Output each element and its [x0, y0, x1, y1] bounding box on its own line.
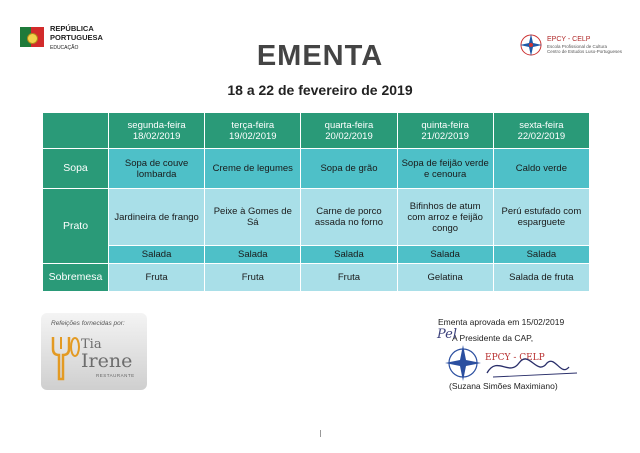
table-row-prato — [43, 189, 590, 246]
table-row-sopa — [43, 149, 590, 189]
header-corner — [43, 113, 109, 149]
school-sub-2: Centro de Estudos Luso-Portugueses — [547, 49, 623, 54]
prato-cell: Bifinhos de atum com arroz e feijão congo — [397, 189, 493, 246]
table-row-salada — [43, 246, 590, 264]
row-label-sopa: Sopa — [43, 149, 109, 189]
school-abbr: EPCY - CELP — [547, 36, 591, 43]
sobremesa-cell: Fruta — [109, 264, 205, 292]
menu-table — [42, 112, 590, 292]
prato-cell: Peixe à Gomes de Sá — [205, 189, 301, 246]
day-header-tue: terça-feira 19/02/2019 — [205, 113, 301, 149]
supplier-caption: Refeições fornecidas por: — [51, 320, 125, 327]
salada-cell: Salada — [493, 246, 589, 264]
page-title: EMENTA — [256, 40, 384, 72]
president-label: A Presidente da CAP, — [452, 333, 534, 343]
supplier-type: RESTAURANTE — [96, 373, 135, 378]
prato-cell: Carne de porco assada no forno — [301, 189, 397, 246]
supplier-name — [81, 337, 133, 372]
table-row-sobremesa — [43, 264, 590, 292]
sobremesa-cell: Fruta — [205, 264, 301, 292]
row-label-sobremesa: Sobremesa — [43, 264, 109, 292]
sopa-cell: Creme de legumes — [205, 149, 301, 189]
stamp-compass-icon — [445, 345, 481, 381]
salada-cell: Salada — [109, 246, 205, 264]
salada-cell: Salada — [205, 246, 301, 264]
fork-spoon-icon — [49, 335, 81, 383]
salada-cell: Salada — [397, 246, 493, 264]
supplier-logo — [41, 313, 147, 390]
salada-cell: Salada — [301, 246, 397, 264]
week-dates: 18 a 22 de fevereiro de 2019 — [227, 82, 413, 98]
approval-date: Ementa aprovada em 15/02/2019 — [438, 317, 565, 327]
row-label-prato: Prato — [43, 189, 109, 264]
signer-name: (Suzana Simões Maximiano) — [449, 381, 558, 391]
sobremesa-cell: Gelatina — [397, 264, 493, 292]
prato-cell: Perú estufado com esparguete — [493, 189, 589, 246]
sopa-cell: Sopa de grão — [301, 149, 397, 189]
fold-mark — [320, 430, 321, 437]
day-header-thu: quinta-feira 21/02/2019 — [397, 113, 493, 149]
sopa-cell: Sopa de couve lombarda — [109, 149, 205, 189]
supplier-name-1: Tia — [81, 337, 102, 352]
table-header-row — [43, 113, 590, 149]
gov-line-2: PORTUGUESA — [50, 32, 103, 42]
sopa-cell: Caldo verde — [493, 149, 589, 189]
school-sub-1: Escola Profissional de Cultura — [547, 44, 608, 49]
supplier-name-2: Irene — [81, 350, 133, 372]
day-header-wed: quarta-feira 20/02/2019 — [301, 113, 397, 149]
prato-cell: Jardineira de frango — [109, 189, 205, 246]
sopa-cell: Sopa de feijão verde e cenoura — [397, 149, 493, 189]
gov-line-1: REPÚBLICA — [50, 24, 94, 33]
day-header-fri: sexta-feira 22/02/2019 — [493, 113, 589, 149]
signature-stamp — [437, 333, 587, 383]
svg-text:EPCY - CELP: EPCY - CELP — [485, 353, 545, 363]
handwritten-pel: Pel — [437, 327, 458, 342]
sobremesa-cell: Salada de fruta — [493, 264, 589, 292]
gov-line-3: EDUCAÇÃO — [50, 45, 79, 51]
day-header-mon: segunda-feira 18/02/2019 — [109, 113, 205, 149]
sobremesa-cell: Fruta — [301, 264, 397, 292]
